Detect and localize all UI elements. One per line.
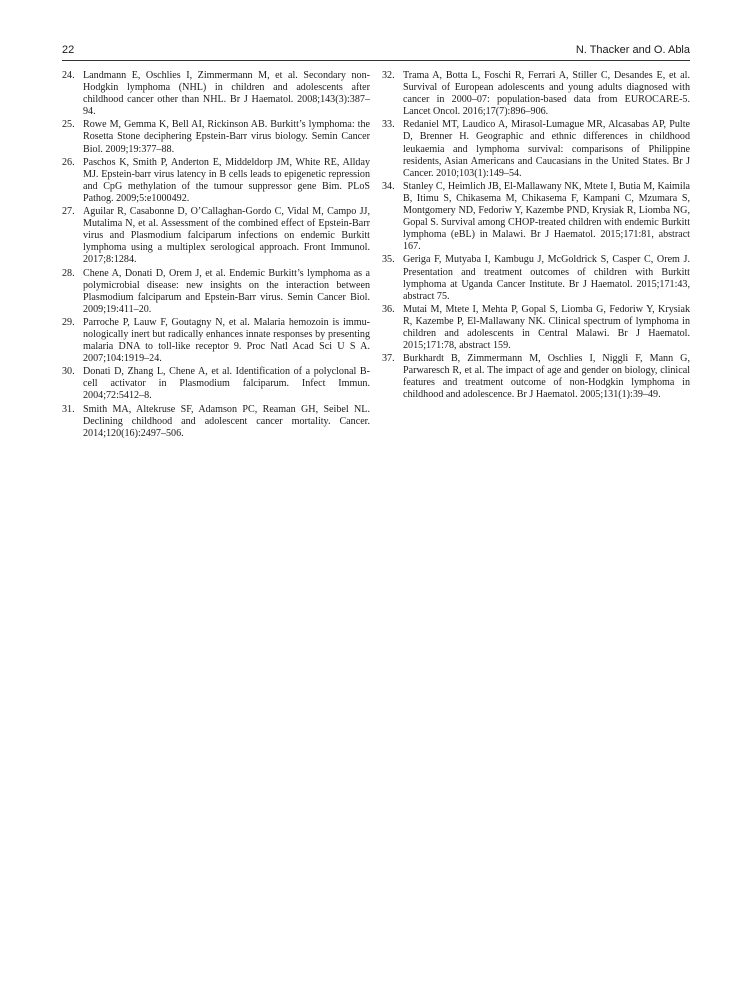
- reference-number: 28.: [62, 267, 75, 279]
- reference-item: [62, 268, 370, 316]
- reference-text: Aguilar R, Casabonne D, O’Callaghan-Gordo C, Vidal M, Campo JJ, Mutalima N, et al. Assessment of the combined effect of Epstein-Barr virus and Plasmodium falciparum infections on endemic Burkitt lymphoma using a multiplex serological approach. Front Immunol. 2017;8:1284.: [83, 206, 370, 266]
- reference-number: 25.: [62, 119, 75, 131]
- reference-number: 31.: [62, 403, 75, 415]
- reference-number: 27.: [62, 206, 75, 218]
- reference-item: [382, 119, 690, 179]
- running-head: N. Thacker and O. Abla: [575, 44, 690, 56]
- reference-number: 24.: [62, 70, 75, 81]
- reference-text: Donati D, Zhang L, Chene A, et al. Identification of a polyclonal B-cell activator in Plasmodium falciparum. Infect Immun. 2004;72:5412–8.: [83, 366, 370, 402]
- reference-item: [62, 70, 370, 118]
- reference-number: 34.: [382, 180, 395, 192]
- reference-number: 26.: [62, 156, 75, 168]
- reference-text: Smith MA, Altekruse SF, Adamson PC, Reaman GH, Seibel NL. Declining childhood and adolescent cancer mortality. Cancer. 2014;120(16):2497–506.: [83, 403, 370, 439]
- reference-number: 37.: [382, 353, 395, 365]
- reference-text: Mutai M, Mtete I, Mehta P, Gopal S, Liomba G, Fedoriw Y, Krysiak R, Kazembe P, El-Mallawany NK. Clinical spectrum of lymphoma in children and adolescents in Central Malawi. Br J Haematol. 2015;171:78, abstract 159.: [403, 303, 690, 352]
- page-header: [62, 40, 690, 61]
- reference-item: [62, 317, 370, 365]
- reference-number: 30.: [62, 366, 75, 378]
- reference-text: Geriga F, Mutyaba I, Kambugu J, McGoldrick S, Casper C, Orem J. Presentation and treatment outcomes of children with Burkitt lymphoma at Uganda Cancer Institute. Br J Haematol. 2015;171:43, abstract 75.: [403, 254, 690, 302]
- reference-item: [62, 157, 370, 205]
- reference-column-left: [62, 70, 370, 441]
- reference-text: Paschos K, Smith P, Anderton E, Middeldorp JM, White RE, Allday MJ. Epstein-barr virus latency in B cells leads to epigenetic repression and CpG methylation of the tumour suppressor gene Bim. PLoS Pathog. 2009;5:e1000492.: [83, 156, 370, 204]
- reference-number: 36.: [382, 303, 395, 315]
- reference-item: [382, 353, 690, 401]
- reference-item: [382, 304, 690, 352]
- reference-number: 35.: [382, 254, 395, 266]
- reference-number: 33.: [382, 119, 395, 131]
- reference-column-right: [382, 70, 690, 403]
- page-number: 22: [62, 44, 75, 56]
- reference-item: [382, 70, 690, 118]
- reference-text: Burkhardt B, Zimmermann M, Oschlies I, Niggli F, Mann G, Parwaresch R, et al. The impact of age and gender on biology, clinical features and treatment outcome of non-Hodgkin lymphoma in childhood and adolescence. Br J Haematol. 2005;131(1):39–49.: [403, 353, 690, 401]
- reference-item: [62, 206, 370, 266]
- reference-item: [62, 119, 370, 155]
- reference-text: Stanley C, Heimlich JB, El-Mallawany NK, Mtete I, Butia M, Kaimila B, Itimu S, Chikasema M, Chikasema F, Kampani C, Mzumara S, Montgomery ND, Fedoriw Y, Kazembe PND, Krysiak R, Liomba NG, Gopal S. Survival among CHOP-treated children with endemic Burkitt lymphoma (eBL) in Malawi. Br J Haematol. 2015;171:81, abstract 167.: [403, 180, 690, 253]
- reference-text: Trama A, Botta L, Foschi R, Ferrari A, Stiller C, Desandes E, et al. Survival of European adolescents and young adults diagnosed with cancer in 2000–07: population-based data from EUROCARE-5. Lancet Oncol. 2016;17(7):896–906.: [403, 70, 690, 118]
- reference-text: Redaniel MT, Laudico A, Mirasol-Lumague MR, Alcasabas AP, Pulte D, Brenner H. Geographic and ethnic differences in childhood leukaemia and lymphoma survival: comparisons of Philippine residents, Asian Americans and Caucasians in the United States. Br J Cancer. 2010;103(1):149–54.: [403, 119, 690, 179]
- reference-text: Landmann E, Oschlies I, Zimmermann M, et al. Secondary non-Hodgkin lymphoma (NHL) in children and adolescents after childhood cancer other than NHL. Br J Haematol. 2008;143(3):387–94.: [83, 70, 370, 118]
- reference-item: [382, 254, 690, 302]
- reference-number: 32.: [382, 70, 395, 81]
- reference-item: [382, 181, 690, 254]
- reference-text: Rowe M, Gemma K, Bell AI, Rickinson AB. Burkitt’s lymphoma: the Rosetta Stone deciphering Epstein-Barr virus biology. Semin Cancer Biol. 2009;19:377–88.: [83, 119, 370, 155]
- reference-text: Chene A, Donati D, Orem J, et al. Endemic Burkitt’s lymphoma as a polymicrobial disease: new insights on the interaction between Plasmodium falciparum and Epstein-Barr virus. Semin Cancer Biol. 2009;19:411–20.: [83, 267, 370, 315]
- reference-number: 29.: [62, 316, 75, 328]
- reference-item: [62, 366, 370, 402]
- reference-text: Parroche P, Lauw F, Goutagny N, et al. Malaria hemozoin is immunologically inert but radically enhances innate responses by presenting malaria DNA to toll-like receptor 9. Proc Natl Acad Sci U S A. 2007;104:1919–24.: [83, 316, 370, 365]
- reference-item: [62, 404, 370, 440]
